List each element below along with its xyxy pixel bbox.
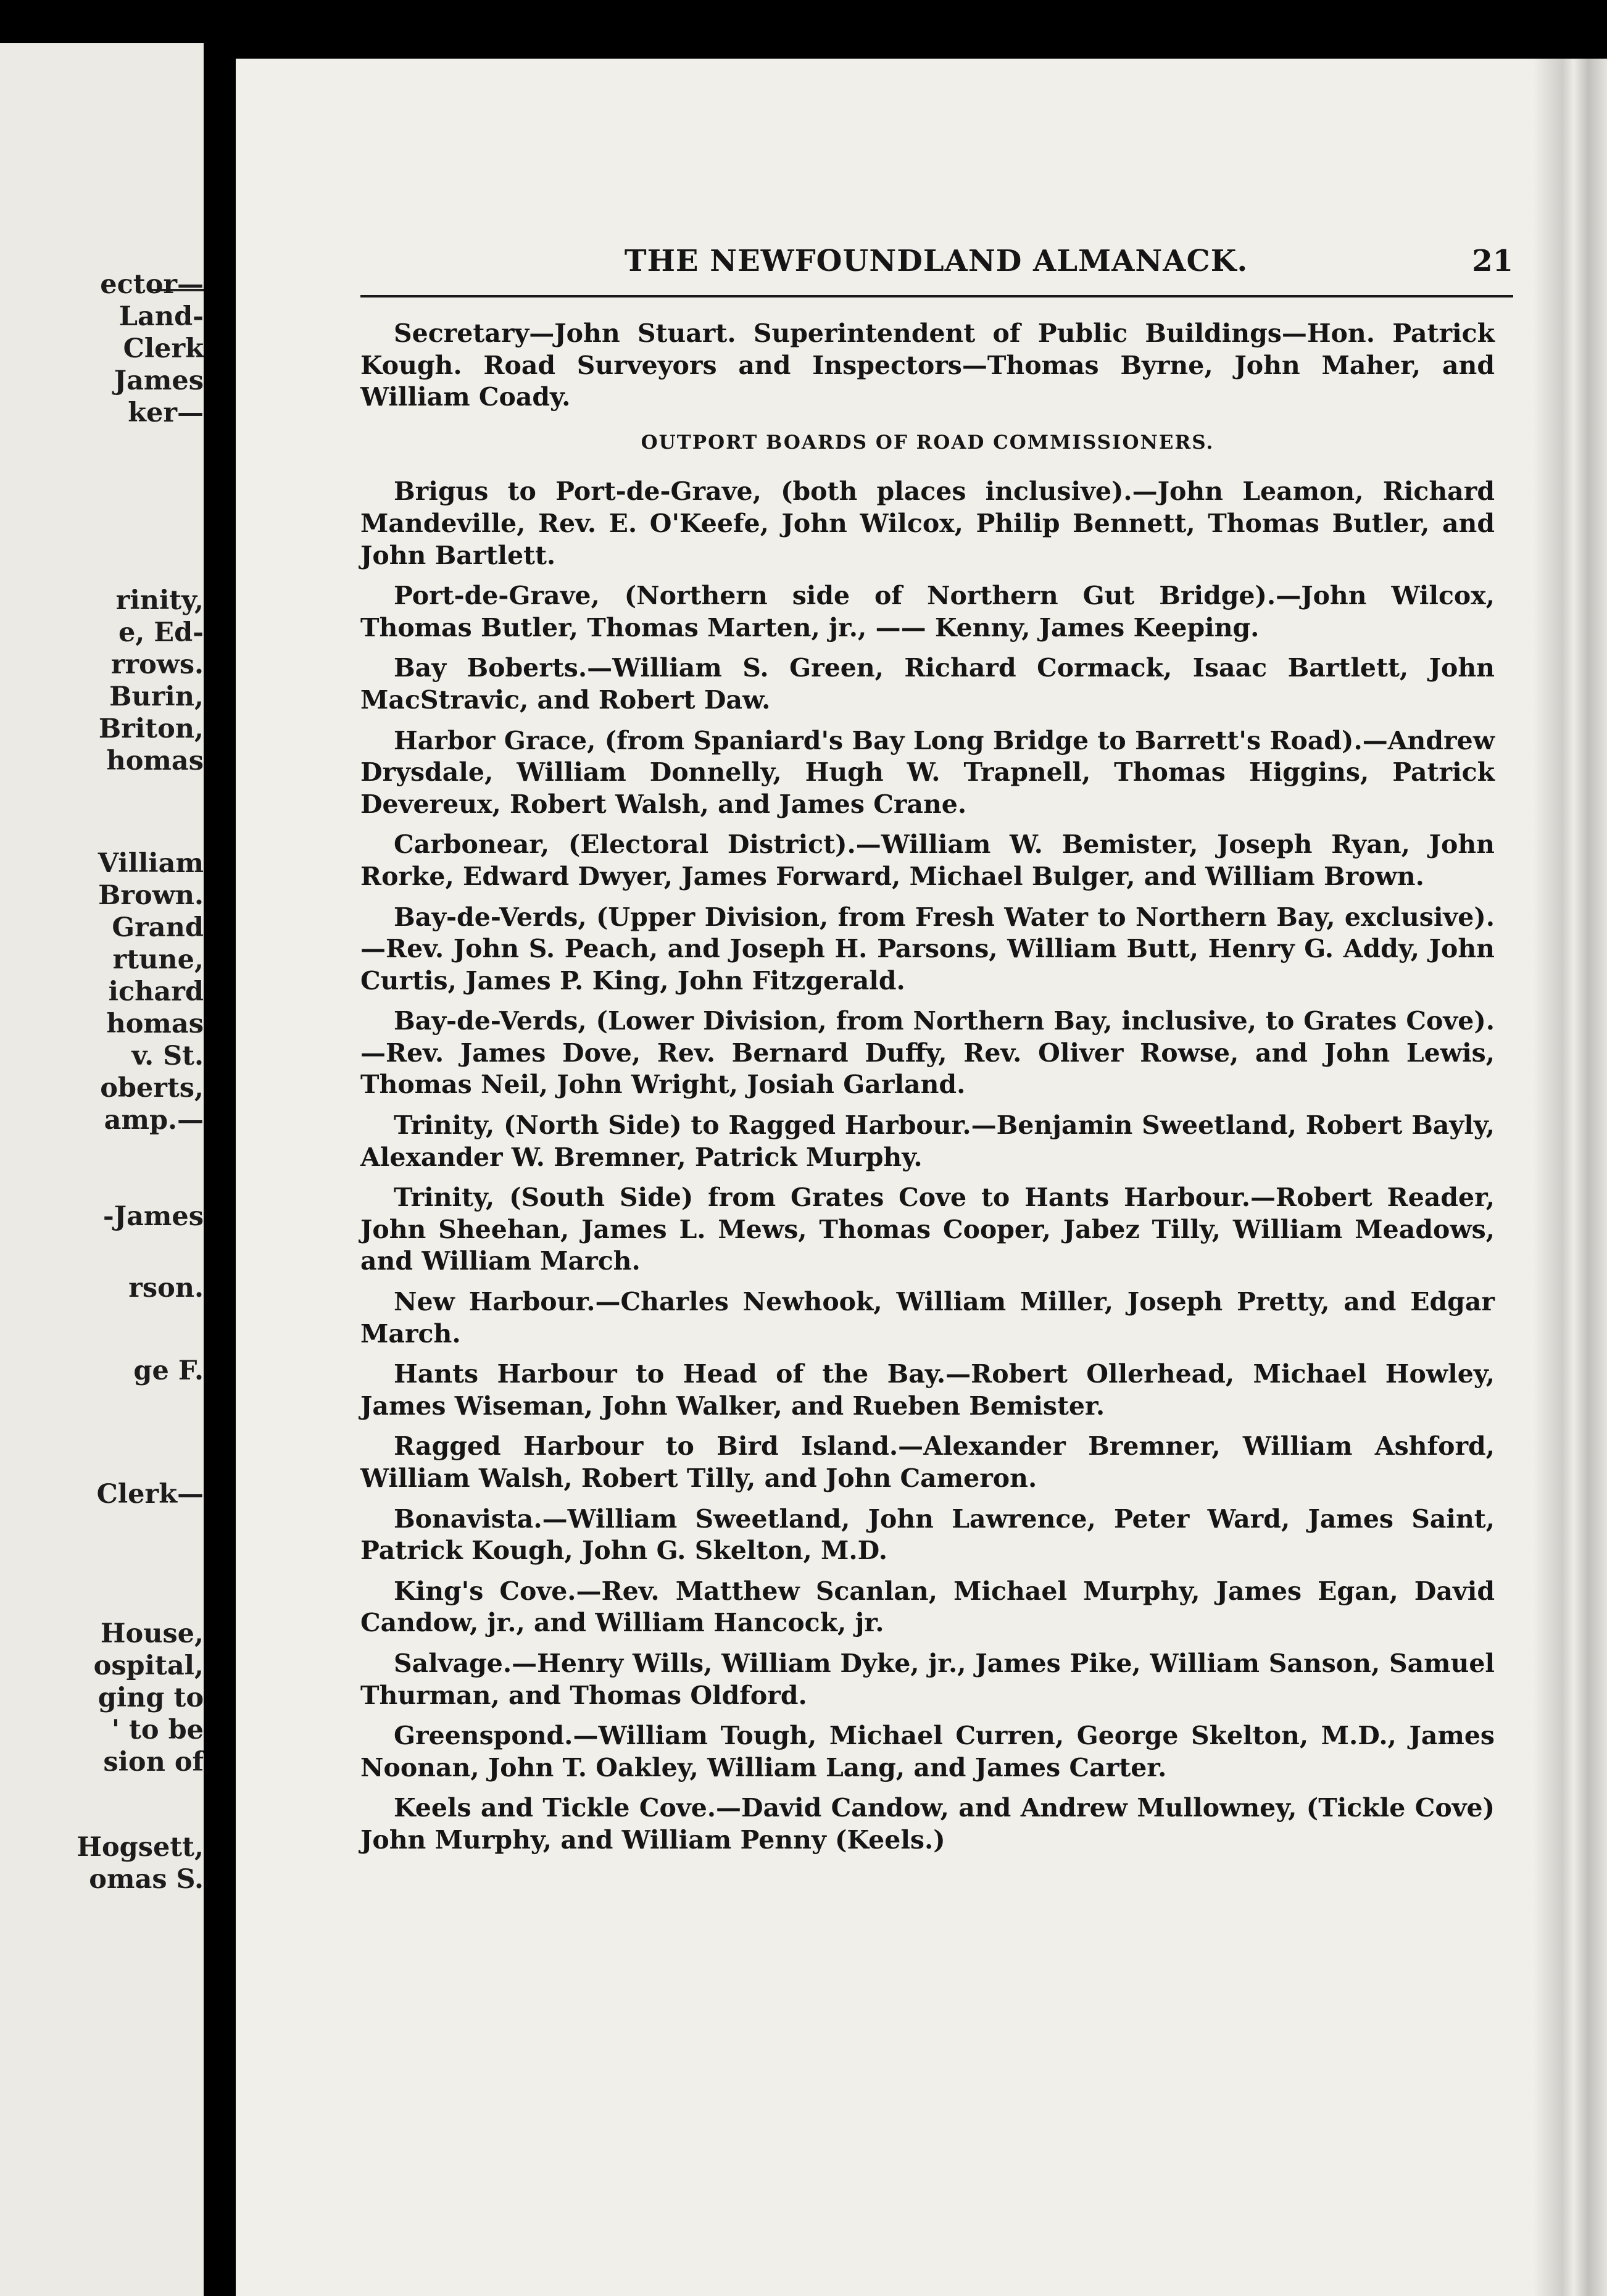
facing-page-line: v. St. bbox=[131, 1041, 204, 1071]
board-entry: Brigus to Port-de-Grave, (both places inclusive).—John Leamon, Richard Mandeville, Rev. E. O'Keefe, John Wilcox, Philip Bennett, Thomas Butler, and John Bartlett. bbox=[360, 476, 1495, 570]
board-entry: Ragged Harbour to Bird Island.—Alexander Bremner, William Ashford, William Walsh, Robert Tilly, and John Cameron. bbox=[360, 1431, 1495, 1493]
board-entry: Bonavista.—William Sweetland, John Lawrence, Peter Ward, James Saint, Patrick Kough, John G. Skelton, M.D. bbox=[360, 1504, 1495, 1566]
board-entry: Greenspond.—William Tough, Michael Curren, George Skelton, M.D., James Noonan, John T. Oakley, William Lang, and James Carter. bbox=[360, 1721, 1495, 1782]
facing-page-line: Briton, bbox=[98, 713, 204, 744]
facing-page-line: ker— bbox=[128, 397, 204, 428]
section-heading: OUTPORT BOARDS OF ROAD COMMISSIONERS. bbox=[641, 431, 1215, 454]
facing-page-line: amp.— bbox=[104, 1105, 204, 1136]
facing-page-line: Clerk— bbox=[96, 1479, 204, 1510]
running-title: THE NEWFOUNDLAND ALMANACK. bbox=[624, 244, 1248, 278]
board-entry: Salvage.—Henry Wills, William Dyke, jr., James Pike, William Sanson, Samuel Thurman, and Thomas Oldford. bbox=[360, 1648, 1495, 1710]
facing-page-line: ector— bbox=[100, 269, 204, 300]
intro-paragraph: Secretary—John Stuart. Superintendent of Public Buildings—Hon. Patrick Kough. Road Surveyors and Inspectors—Thomas Byrne, John Maher, and William Coady. bbox=[360, 318, 1495, 412]
board-entry: Keels and Tickle Cove.—David Candow, and Andrew Mullowney, (Tickle Cove) John Murphy, and William Penny (Keels.) bbox=[360, 1793, 1495, 1855]
facing-page-line: homas bbox=[106, 746, 204, 776]
board-entry: Trinity, (North Side) to Ragged Harbour.—Benjamin Sweetland, Robert Bayly, Alexander W. Bremner, Patrick Murphy. bbox=[360, 1110, 1495, 1172]
facing-page-line: ichard bbox=[108, 976, 204, 1007]
facing-page-line: ging to bbox=[98, 1682, 204, 1713]
facing-page-line: Grand bbox=[112, 912, 204, 943]
facing-page-line: ' to be bbox=[111, 1715, 204, 1745]
header-rule bbox=[360, 295, 1513, 297]
board-entry: Bay-de-Verds, (Upper Division, from Fresh Water to Northern Bay, exclusive).—Rev. John S. Peach, and Joseph H. Parsons, William Butt, Henry G. Addy, John Curtis, James P. King, John Fitzgerald. bbox=[360, 902, 1495, 996]
facing-page-line: oberts, bbox=[100, 1073, 204, 1104]
page-number: 21 bbox=[1472, 244, 1513, 278]
board-entry: Bay Boberts.—William S. Green, Richard Cormack, Isaac Bartlett, John MacStravic, and Robert Daw. bbox=[360, 653, 1495, 715]
board-entry: Carbonear, (Electoral District).—William W. Bemister, Joseph Ryan, John Rorke, Edward Dwyer, James Forward, Michael Bulger, and William Brown. bbox=[360, 830, 1495, 891]
facing-page-line: Burin, bbox=[109, 681, 204, 712]
facing-page-line: James bbox=[114, 365, 204, 396]
facing-page-line: House, bbox=[100, 1618, 204, 1649]
facing-page-line: sion of bbox=[103, 1747, 204, 1778]
board-entry: Hants Harbour to Head of the Bay.—Robert Ollerhead, Michael Howley, James Wiseman, John Walker, and Rueben Bemister. bbox=[360, 1359, 1495, 1421]
facing-page-line: Clerk bbox=[123, 333, 204, 364]
facing-page-line: Hogsett, bbox=[77, 1832, 204, 1863]
board-entry: Port-de-Grave, (Northern side of Northern Gut Bridge).—John Wilcox, Thomas Butler, Thomas Marten, jr., —— Kenny, James Keeping. bbox=[360, 581, 1495, 643]
facing-page-line: Land- bbox=[118, 301, 204, 332]
facing-page-line: ospital, bbox=[93, 1650, 204, 1681]
page-edge bbox=[1533, 59, 1607, 2296]
facing-page-line: homas bbox=[106, 1009, 204, 1039]
board-entry: King's Cove.—Rev. Matthew Scanlan, Michael Murphy, James Egan, David Candow, jr., and William Hancock, jr. bbox=[360, 1576, 1495, 1638]
facing-page-line: e, Ed- bbox=[118, 617, 204, 648]
board-entry: Harbor Grace, (from Spaniard's Bay Long Bridge to Barrett's Road).—Andrew Drysdale, William Donnelly, Hugh W. Trapnell, Thomas Higgins, Patrick Devereux, Robert Walsh, and James Crane. bbox=[360, 725, 1495, 819]
board-entry: New Harbour.—Charles Newhook, William Miller, Joseph Pretty, and Edgar March. bbox=[360, 1287, 1495, 1349]
board-entry: Bay-de-Verds, (Lower Division, from Northern Bay, inclusive, to Grates Cove).—Rev. James Dove, Rev. Bernard Duffy, Rev. Oliver Rowse, and John Lewis, Thomas Neil, John Wright, Josiah Garland. bbox=[360, 1006, 1495, 1100]
facing-page-line: rrows. bbox=[110, 649, 204, 680]
facing-page-line: rtune, bbox=[112, 944, 204, 975]
facing-page-line: ge F. bbox=[133, 1355, 204, 1386]
commissioners-list bbox=[360, 476, 1495, 1856]
facing-page-line: omas S. bbox=[89, 1864, 204, 1895]
facing-page-line: rinity, bbox=[115, 585, 204, 616]
facing-page-line: -James bbox=[102, 1201, 204, 1232]
facing-page-line: rson. bbox=[128, 1273, 204, 1304]
facing-page-fragment bbox=[0, 43, 204, 2296]
facing-page-line: Brown. bbox=[98, 880, 204, 911]
page-body bbox=[360, 318, 1495, 1865]
page-header bbox=[359, 244, 1513, 281]
facing-page-line: Villiam bbox=[98, 848, 204, 879]
board-entry: Trinity, (South Side) from Grates Cove to Hants Harbour.—Robert Reader, John Sheehan, James L. Mews, Thomas Cooper, Jabez Tilly, William Meadows, and William March. bbox=[360, 1183, 1495, 1276]
